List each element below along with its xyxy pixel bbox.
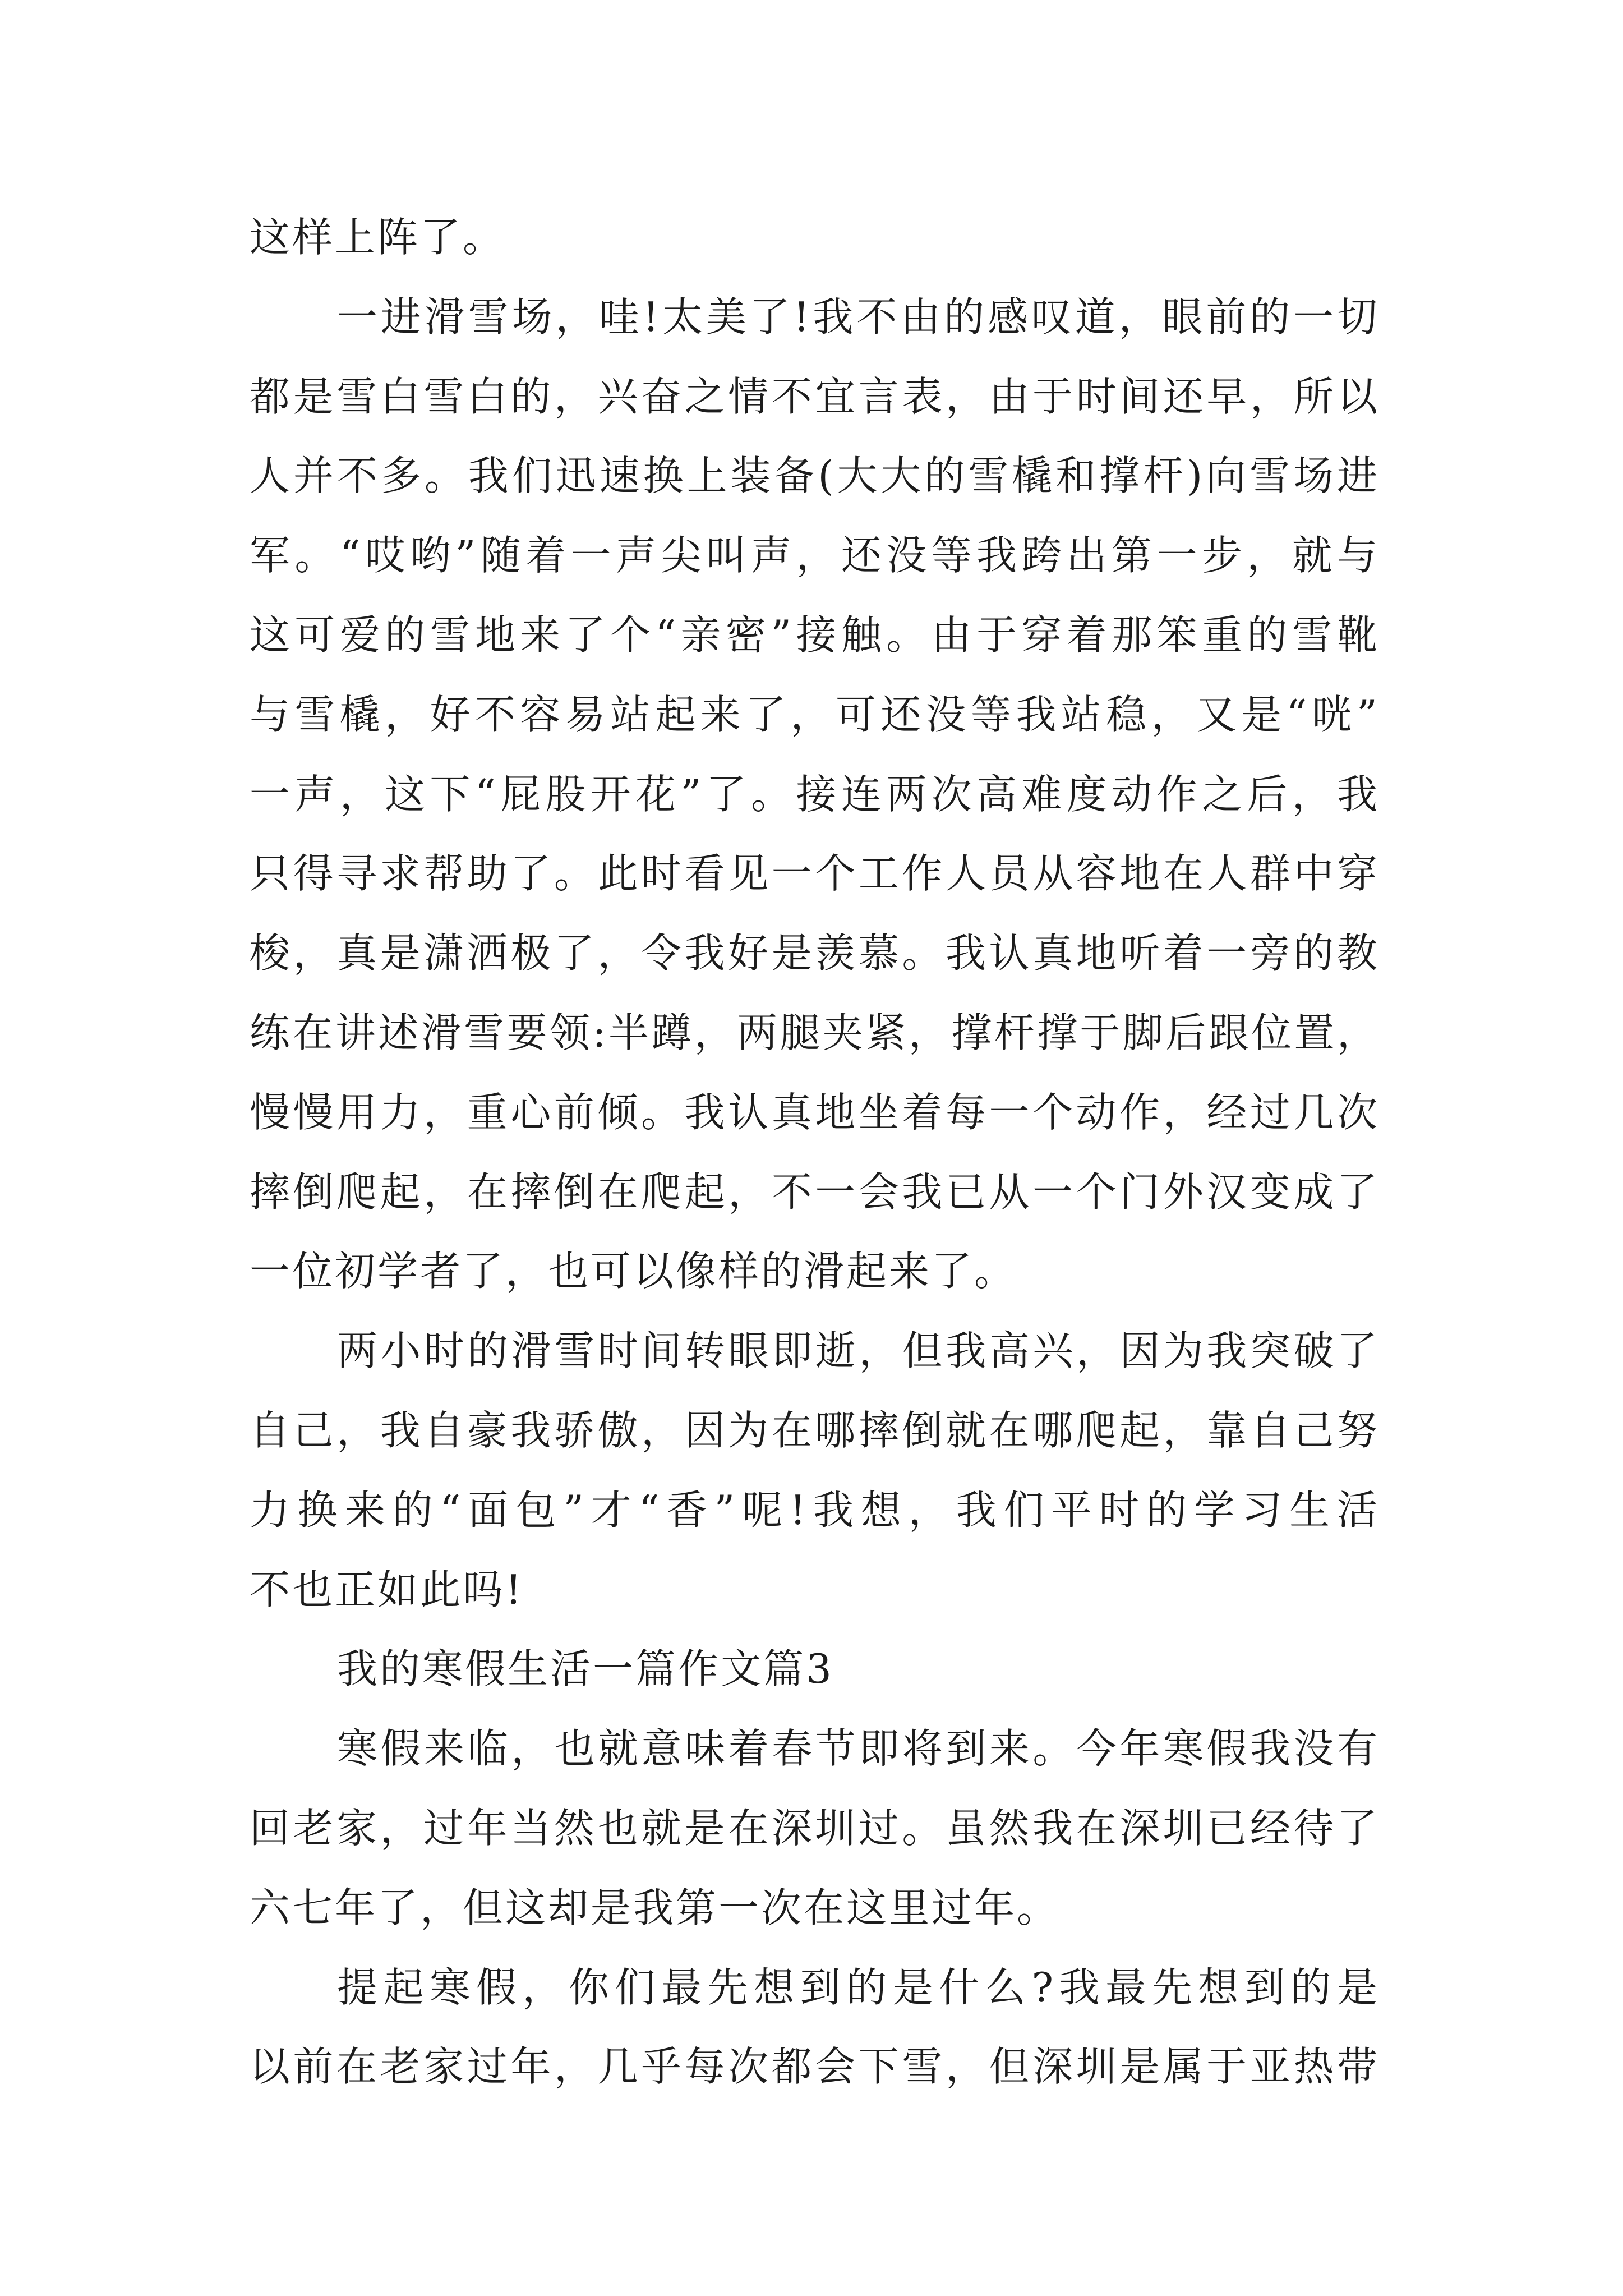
text-line: 六七年了，但这却是我第一次在这里过年。: [250, 1884, 1060, 1931]
paragraph-snow: [250, 1948, 1380, 2108]
text-line: 军。“哎哟”随着一声尖叫声，还没等我跨出第一步，就与: [250, 532, 1380, 579]
text-line: 力换来的“面包”才“香”呢!我想，我们平时的学习生活: [250, 1486, 1380, 1534]
paragraph-continuation: [250, 198, 1380, 278]
document-page: [250, 198, 1380, 2107]
section-heading: [250, 1630, 1380, 1709]
text-line: 这可爱的雪地来了个“亲密”接触。由于穿着那笨重的雪靴: [250, 611, 1380, 659]
text-line: 回老家，过年当然也就是在深圳过。虽然我在深圳已经待了: [250, 1804, 1380, 1852]
text-line: 不也正如此吗!: [250, 1566, 524, 1613]
text-line: 练在讲述滑雪要领:半蹲，两腿夹紧，撑杆撑于脚后跟位置，: [250, 1009, 1380, 1056]
paragraph-skiing: [250, 278, 1380, 1312]
text-line: 寒假来临，也就意味着春节即将到来。今年寒假我没有: [337, 1725, 1380, 1773]
text-line: 自己，我自豪我骄傲，因为在哪摔倒就在哪爬起，靠自己努: [250, 1406, 1380, 1454]
text-line: 摔倒爬起，在摔倒在爬起，不一会我已从一个门外汉变成了: [250, 1168, 1380, 1216]
text-line: 人并不多。我们迅速换上装备(大大的雪橇和撑杆)向雪场进: [250, 452, 1380, 500]
text-line: 梭，真是潇洒极了，令我好是羡慕。我认真地听着一旁的教: [250, 930, 1380, 977]
text-line: 一进滑雪场，哇!太美了!我不由的感叹道，眼前的一切: [337, 293, 1380, 341]
text-line: 一声，这下“屁股开花”了。接连两次高难度动作之后，我: [250, 770, 1380, 818]
text-line: 都是雪白雪白的，兴奋之情不宜言表，由于时间还早，所以: [250, 372, 1380, 420]
text-line: 这样上阵了。: [250, 214, 506, 261]
paragraph-reflection: [250, 1312, 1380, 1630]
text-line: 慢慢用力，重心前倾。我认真地坐着每一个动作，经过几次: [250, 1088, 1380, 1136]
text-line: 一位初学者了，也可以像样的滑起来了。: [250, 1248, 1017, 1295]
text-line: 提起寒假，你们最先想到的是什么?我最先想到的是: [337, 1963, 1380, 2011]
paragraph-winter-break: [250, 1709, 1380, 1948]
heading-text: 我的寒假生活一篇作文篇3: [337, 1645, 834, 1693]
text-line: 只得寻求帮助了。此时看见一个工作人员从容地在人群中穿: [250, 850, 1380, 898]
text-line: 以前在老家过年，几乎每次都会下雪，但深圳是属于亚热带: [250, 2043, 1380, 2091]
text-line: 两小时的滑雪时间转眼即逝，但我高兴，因为我突破了: [337, 1327, 1380, 1375]
text-line: 与雪橇，好不容易站起来了，可还没等我站稳，又是“咣”: [250, 691, 1380, 738]
